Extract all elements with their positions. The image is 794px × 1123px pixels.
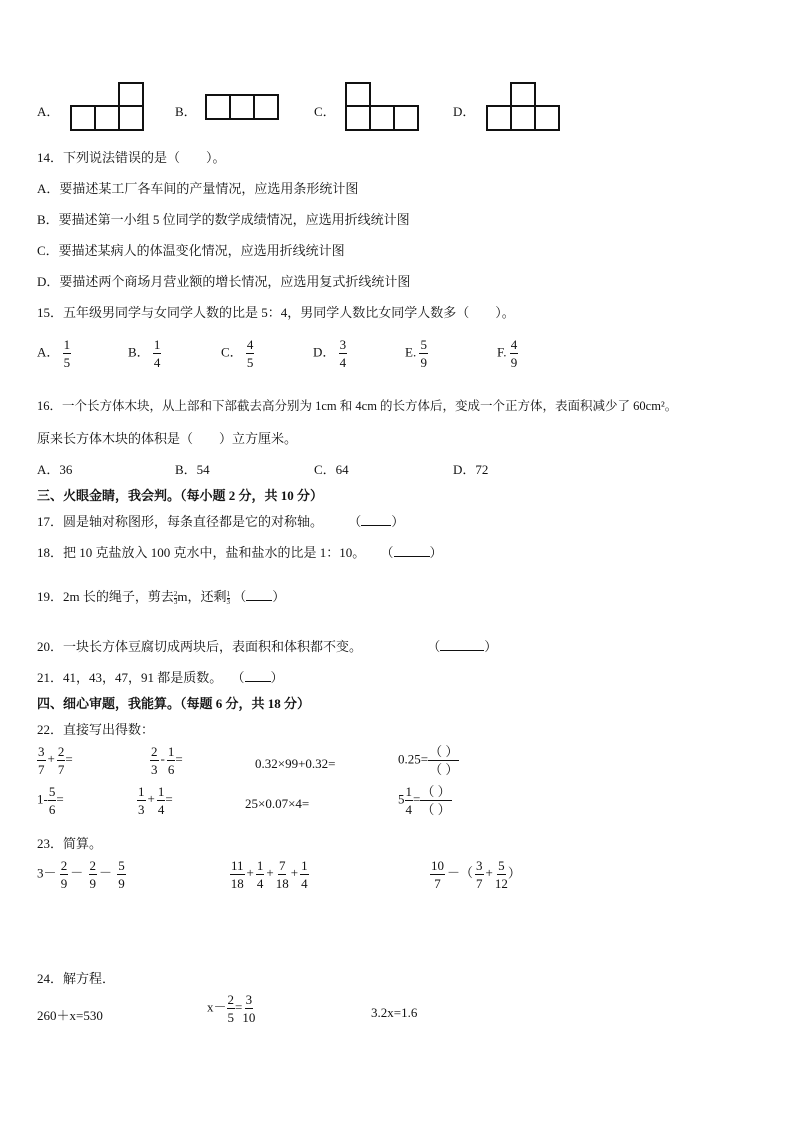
figure-c	[345, 82, 423, 132]
q22-e6-fraction-b: $\frac{1}{4}$	[157, 784, 165, 817]
q24-stem: 24．解方程．	[37, 971, 116, 986]
q22-expr-2	[150, 745, 183, 776]
q23-e1-fraction-3: $\frac{5}{9}$	[118, 858, 125, 891]
q15-option-d-fraction: $\frac{3}{4}$	[339, 337, 347, 370]
figure-d	[486, 82, 566, 132]
figure-a	[70, 82, 150, 132]
q15-option-d	[313, 338, 347, 369]
q23-e1-operator-2: －	[99, 865, 113, 881]
q15-stem: 15．五年级男同学与女同学人数的比是 5：4，男同学人数比女同学人数多（ ）。	[37, 305, 515, 320]
q14-option-d: D．要描述两个商场月营业额的增长情况，应选用复式折线统计图	[37, 274, 411, 289]
q18	[37, 542, 443, 561]
q17-paren-right: ）	[391, 514, 405, 529]
q15-option-f-fraction: $\frac{4}{9}$	[510, 337, 518, 370]
figure-b	[205, 94, 281, 122]
q19-paren-left: （	[233, 589, 247, 604]
q24-e2-fraction-b: $\frac{3}{10}$	[242, 992, 256, 1025]
q23-e2-fraction-4: $\frac{1}{4}$	[301, 858, 308, 891]
q23-e3-operator-1: －（	[447, 865, 474, 881]
q24-e2-equals: =	[235, 999, 243, 1015]
q16-option-a: A．36	[37, 462, 73, 477]
q21-paren-right: ）	[270, 670, 284, 685]
q22-e6-fraction-a: $\frac{1}{3}$	[138, 784, 145, 817]
q22-expr-8	[398, 785, 452, 816]
q20-text: 20．一块长方体豆腐切成两块后，表面积和体积都不变。	[37, 639, 363, 654]
q15-option-a-fraction: $\frac{1}{5}$	[63, 337, 71, 370]
q14-option-c: C．要描述某病人的体温变化情况，应选用折线统计图	[37, 243, 345, 258]
q16-option-d: D．72	[453, 462, 489, 477]
q20	[37, 636, 497, 655]
q16-line2: 原来长方体木块的体积是（ ）立方厘米。	[37, 431, 298, 446]
q19-answer-blank[interactable]	[246, 590, 272, 601]
q23-expr-1	[37, 859, 126, 890]
q22-e8-equals: =	[413, 791, 421, 807]
q20-paren-left: （	[427, 639, 441, 654]
q22-e2-fraction-b: $\frac{1}{6}$	[167, 744, 175, 777]
q19-text: 19．2m 长的绳子，剪去	[37, 589, 174, 604]
option-a-label: A．	[37, 104, 60, 119]
q15-option-d-label: D．	[313, 344, 336, 360]
q23-expr-3	[430, 859, 521, 890]
q21-paren-left: （	[231, 670, 245, 685]
q23-e2-operator-1: +	[246, 865, 254, 881]
q17-text: 17．圆是轴对称图形，每条直径都是它的对称轴。	[37, 514, 324, 529]
q23-e2-fraction-1: $\frac{11}{18}$	[230, 858, 244, 891]
q22-e5-prefix: 1-	[37, 791, 48, 807]
section-4-heading: 四、细心审题，我能算。（每题 6 分，共 18 分）	[37, 696, 311, 711]
q22-e6-equals: =	[165, 791, 173, 807]
q22-expr-5	[37, 785, 64, 816]
q15-option-b-label: B．	[128, 344, 150, 360]
q23-e1-operator-1: －	[70, 865, 84, 881]
q15-option-b-fraction: $\frac{1}{4}$	[153, 337, 161, 370]
q23-e3-operator-2: +	[485, 865, 493, 881]
q20-paren-right: ）	[484, 639, 498, 654]
q22-e1-equals: =	[65, 751, 73, 767]
q17-paren-left: （	[348, 514, 362, 529]
q15-option-a	[37, 338, 71, 369]
q22-e2-equals: =	[175, 751, 183, 767]
q23-e1-fraction-2: $\frac{2}{9}$	[89, 858, 97, 891]
q23-e3-close-paren: ）	[507, 865, 521, 881]
q15-option-c-label: C．	[221, 344, 243, 360]
q18-paren-right: ）	[429, 545, 443, 560]
q22-expr-6	[137, 785, 173, 816]
q15-option-c-fraction: $\frac{4}{5}$	[246, 337, 254, 370]
q17	[37, 511, 404, 530]
q22-e5-equals: =	[56, 791, 64, 807]
q16-option-b: B．54	[175, 462, 210, 477]
q22-e5-fraction: $\frac{5}{6}$	[48, 784, 56, 817]
q22-expr-1	[37, 745, 73, 776]
q18-paren-left: （	[380, 545, 394, 560]
q24-equation-1: 260＋x=530	[37, 1008, 103, 1023]
q16-line1: 16．一个长方体木块，从上部和下部截去高分别为 1cm 和 4cm 的长方体后，变成一个正方体，表面积减少了 60cm²。	[37, 399, 678, 413]
q23-e3-fraction-2: $\frac{3}{7}$	[476, 858, 483, 891]
q19-fraction-1: $\frac{2}{3}$	[173, 589, 178, 606]
q23-stem: 23．简算。	[37, 836, 103, 851]
q24-equation-2	[207, 993, 255, 1024]
q22-e8-fraction: $\frac{1}{4}$	[405, 784, 412, 817]
q14-option-b: B．要描述第一小组 5 位同学的数学成绩情况，应选用折线统计图	[37, 212, 410, 227]
q22-e8-answer-fraction[interactable]: $\frac{( )}{( )}$	[421, 784, 451, 817]
q15-option-f-label: F.	[497, 344, 507, 360]
q22-e2-operator: -	[160, 751, 165, 767]
q22-expr-7: 25×0.07×4=	[245, 796, 310, 811]
option-c-label: C．	[314, 104, 336, 119]
q24-e2-fraction-a: $\frac{2}{5}$	[227, 992, 235, 1025]
q22-e6-operator: +	[147, 791, 155, 807]
q15-option-c	[221, 338, 254, 369]
q15-option-e-label: E.	[405, 344, 417, 360]
q21-text: 21．41，43，47，91 都是质数。	[37, 670, 223, 685]
q20-answer-blank[interactable]	[440, 640, 484, 651]
q22-e1-fraction-a: $\frac{3}{7}$	[38, 744, 45, 777]
q17-answer-blank[interactable]	[361, 515, 391, 526]
q15-option-b	[128, 338, 161, 369]
q23-e2-operator-2: +	[266, 865, 274, 881]
q15-option-a-label: A．	[37, 344, 60, 360]
option-b-label: B．	[175, 104, 197, 119]
q18-answer-blank[interactable]	[394, 546, 430, 557]
q22-e1-operator: +	[47, 751, 55, 767]
q21	[37, 667, 284, 686]
q15-option-e-fraction: $\frac{5}{9}$	[420, 337, 427, 370]
q23-e3-fraction-3: $\frac{5}{12}$	[494, 858, 508, 891]
q22-e1-fraction-b: $\frac{2}{7}$	[57, 744, 65, 777]
q21-answer-blank[interactable]	[245, 671, 271, 682]
q24-equation-3: 3.2x=1.6	[371, 1005, 418, 1020]
q22-expr-4	[398, 745, 459, 776]
q15-option-e	[405, 338, 428, 369]
q19-paren-right: ）	[272, 589, 286, 604]
q19	[37, 586, 285, 606]
q19-fraction-2: $\frac{1}{3}$	[226, 589, 230, 606]
q23-expr-2	[230, 859, 309, 890]
q15-option-f	[497, 338, 518, 369]
q23-e3-fraction-1: $\frac{10}{7}$	[431, 858, 444, 891]
q23-e2-operator-3: +	[290, 865, 299, 881]
q22-stem: 22．直接写出得数：	[37, 722, 155, 737]
q22-e4-prefix: 0.25=	[398, 751, 429, 767]
section-3-heading: 三、火眼金睛，我会判。（每小题 2 分，共 10 分）	[37, 488, 324, 503]
q14-stem: 14．下列说法错误的是（ ）。	[37, 150, 226, 165]
q22-expr-3: 0.32×99+0.32=	[255, 756, 336, 771]
q22-e4-answer-fraction[interactable]: $\frac{( )}{( )}$	[429, 744, 459, 777]
q14-option-a: A．要描述某工厂各车间的产量情况，应选用条形统计图	[37, 181, 359, 196]
q19-mid-text: m，还剩	[177, 589, 227, 604]
q16-option-c: C．64	[314, 462, 349, 477]
q23-e2-fraction-2: $\frac{1}{4}$	[256, 858, 264, 891]
q18-text: 18．把 10 克盐放入 100 克水中，盐和盐水的比是 1：10。	[37, 545, 366, 560]
q24-e2-prefix: x－	[207, 999, 227, 1015]
q22-e2-fraction-a: $\frac{2}{3}$	[151, 744, 158, 777]
q22-e8-whole: 5	[398, 791, 405, 807]
q23-e1-fraction-1: $\frac{2}{9}$	[60, 858, 68, 891]
q23-e2-fraction-3: $\frac{7}{18}$	[275, 858, 289, 891]
option-d-label: D．	[453, 104, 476, 119]
q23-e1-prefix: 3－	[37, 865, 57, 881]
